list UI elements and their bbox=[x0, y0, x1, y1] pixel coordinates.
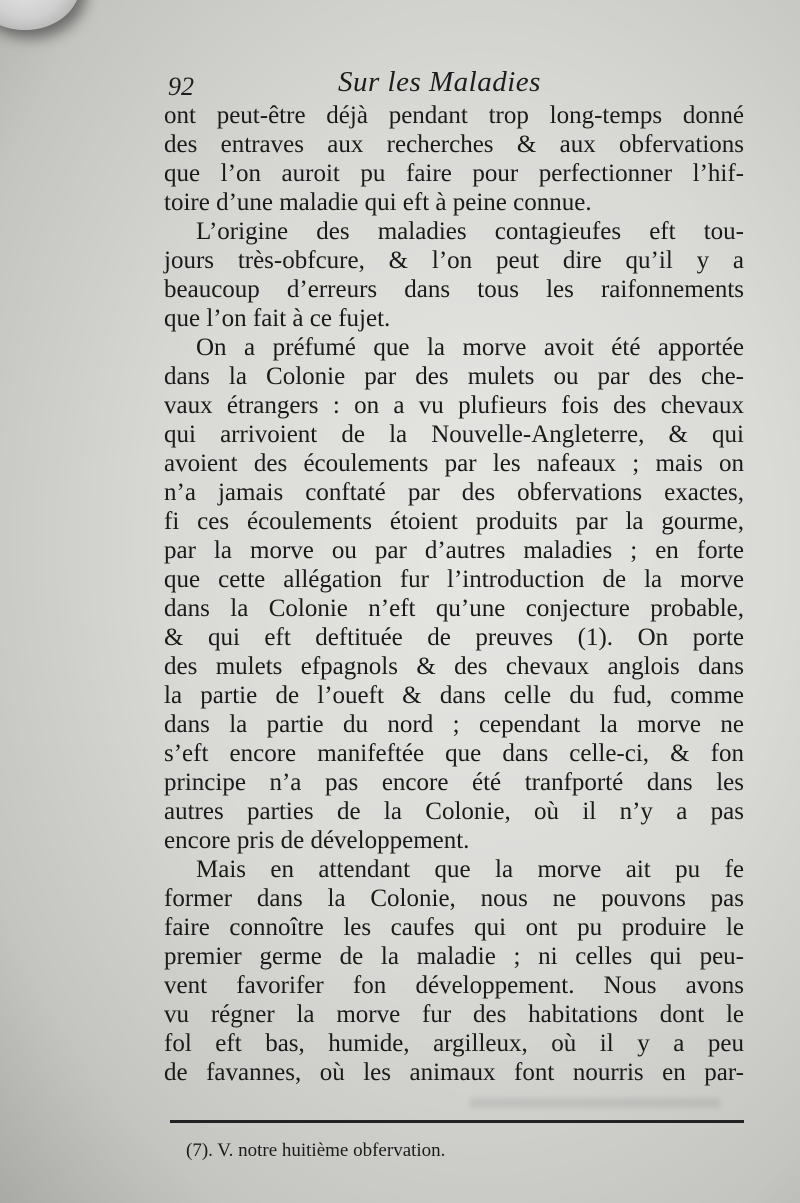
text-line: vu régner la morve fur des habitations dont le bbox=[164, 1001, 744, 1028]
text-line: des entraves aux recherches & aux obfervations bbox=[164, 131, 744, 158]
text-line: fol eft bas, humide, argilleux, où il y a peu bbox=[164, 1030, 744, 1057]
text-line: n’a jamais conftaté par des obfervations exactes, bbox=[164, 479, 744, 506]
text-line: ont peut-être déjà pendant trop long-temps donné bbox=[164, 102, 744, 129]
text-line: fi ces écoulements étoient produits par la gourme, bbox=[164, 508, 744, 535]
thumb-holding-page bbox=[0, 0, 80, 30]
text-line: jours très-obfcure, & l’on peut dire qu’il y a bbox=[164, 247, 744, 274]
text-line: & qui eft deftituée de preuves (1). On porte bbox=[164, 624, 744, 651]
text-line: par la morve ou par d’autres maladies ; en forte bbox=[164, 537, 744, 564]
text-line: dans la partie du nord ; cependant la morve ne bbox=[164, 711, 744, 738]
text-line: qui arrivoient de la Nouvelle-Angleterre, & qui bbox=[164, 421, 744, 448]
text-line: la partie de l’oueft & dans celle du fud, comme bbox=[164, 682, 744, 709]
text-line: L’origine des maladies contagieufes eft tou- bbox=[196, 218, 744, 245]
text-line: dans la Colonie n’eft qu’une conjecture probable, bbox=[164, 595, 744, 622]
text-line: que l’on fait à ce fujet. bbox=[164, 305, 391, 332]
text-line: de favannes, où les animaux font nourris en par- bbox=[164, 1059, 744, 1086]
text-line: toire d’une maladie qui eft à peine connue. bbox=[164, 189, 592, 216]
text-line: principe n’a pas encore été tranfporté dans les bbox=[164, 769, 744, 796]
text-line: On a préfumé que la morve avoit été apportée bbox=[196, 334, 744, 361]
page-header bbox=[168, 66, 748, 106]
text-line: autres parties de la Colonie, où il n’y a pas bbox=[164, 798, 744, 825]
show-through-text bbox=[470, 1098, 720, 1108]
text-line: faire connoître les caufes qui ont pu produire le bbox=[164, 914, 744, 941]
text-line: beaucoup d’erreurs dans tous les raifonnements bbox=[164, 276, 744, 303]
text-line: vent favorifer fon développement. Nous avons bbox=[164, 972, 744, 999]
text-line: premier germe de la maladie ; ni celles qui peu- bbox=[164, 943, 744, 970]
text-line: former dans la Colonie, nous ne pouvons pas bbox=[164, 885, 744, 912]
footnote-rule bbox=[170, 1120, 744, 1123]
text-line: s’eft encore manifeftée que dans celle-ci, & fon bbox=[164, 740, 744, 767]
text-line: que cette allégation fur l’introduction de la morve bbox=[164, 566, 744, 593]
footnote: (7). V. notre huitième obfervation. bbox=[186, 1140, 446, 1161]
text-line: des mulets efpagnols & des chevaux anglois dans bbox=[164, 653, 744, 680]
body-text bbox=[164, 101, 744, 1087]
page-number: 92 bbox=[168, 72, 194, 101]
text-line: encore pris de développement. bbox=[164, 827, 470, 854]
text-line: que l’on auroit pu faire pour perfectionner l’hif- bbox=[164, 160, 744, 187]
text-line: vaux étrangers : on a vu plufieurs fois des chevaux bbox=[164, 392, 744, 419]
text-line: Mais en attendant que la morve ait pu fe bbox=[196, 856, 744, 883]
text-line: avoient des écoulements par les nafeaux ; mais on bbox=[164, 450, 744, 477]
text-line: dans la Colonie par des mulets ou par des che- bbox=[164, 363, 744, 390]
running-title: Sur les Maladies bbox=[338, 66, 541, 98]
